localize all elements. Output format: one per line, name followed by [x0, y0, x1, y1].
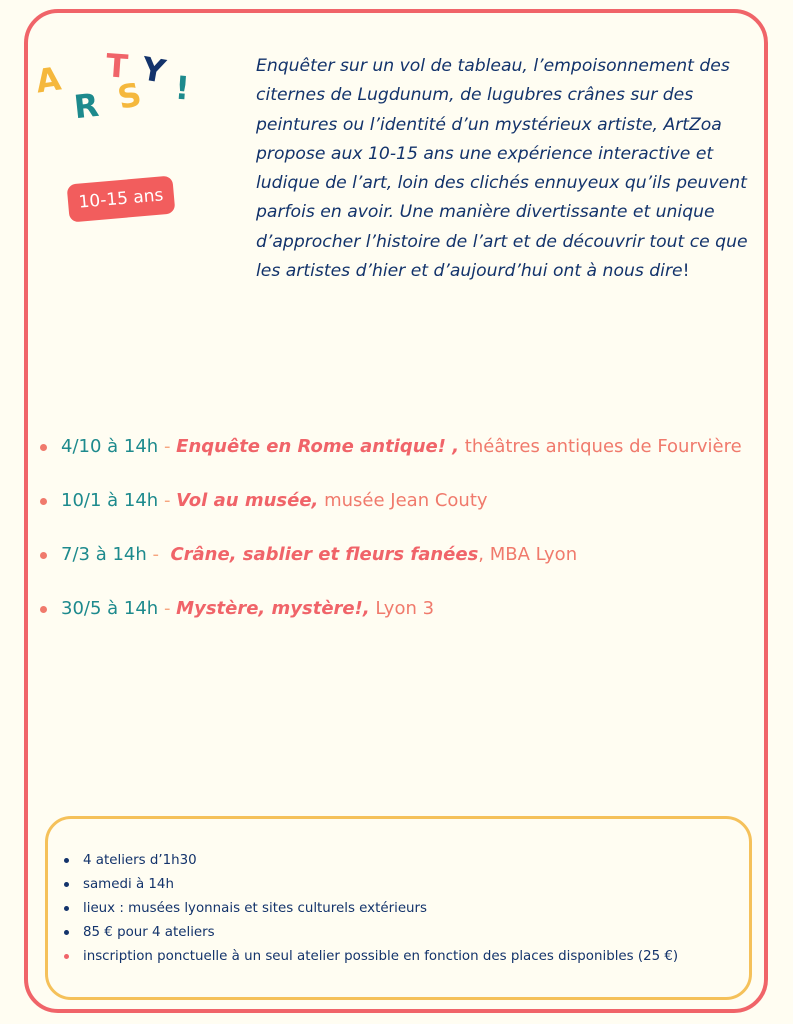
- session-place: , MBA Lyon: [478, 544, 578, 565]
- session-date: 7/3 à 14h: [61, 544, 147, 565]
- session-separator: -: [158, 598, 177, 619]
- session-separator: -: [146, 544, 171, 565]
- logo-letter-t: T: [104, 46, 130, 86]
- info-text: 4 ateliers d’1h30: [83, 853, 197, 868]
- info-item: [62, 850, 678, 874]
- session-place: musée Jean Couty: [318, 490, 488, 511]
- session-date: 4/10 à 14h: [61, 436, 159, 457]
- logo-exclamation: !: [173, 68, 191, 108]
- intro-paragraph: [256, 52, 766, 286]
- logo-letter-s: S: [114, 75, 145, 117]
- bullet-dot: [64, 954, 69, 959]
- session-separator: -: [158, 436, 177, 457]
- session-date: 10/1 à 14h: [61, 490, 159, 511]
- bullet-dot: [64, 906, 69, 911]
- logo-letter-a: A: [33, 59, 64, 101]
- session-list: [36, 432, 766, 648]
- session-title: Mystère, mystère!,: [176, 598, 370, 619]
- session-title: Enquête en Rome antique! ,: [176, 436, 460, 457]
- bullet-dot: [64, 858, 69, 863]
- artsy-logo: [30, 48, 200, 128]
- session-item: [36, 486, 766, 540]
- logo-letter-r: R: [72, 85, 101, 127]
- session-place: Lyon 3: [369, 598, 435, 619]
- info-text: samedi à 14h: [83, 877, 174, 892]
- info-item: [62, 922, 678, 946]
- age-badge: 10-15 ans: [67, 175, 176, 222]
- intro-end-mark: !: [682, 261, 690, 282]
- session-separator: -: [158, 490, 177, 511]
- session-place: théâtres antiques de Fourvière: [459, 436, 742, 457]
- bullet-dot: [64, 930, 69, 935]
- session-title: Crâne, sablier et fleurs fanées: [170, 544, 479, 565]
- session-title: Vol au musée,: [176, 490, 319, 511]
- session-item: [36, 540, 766, 594]
- session-date: 30/5 à 14h: [61, 598, 159, 619]
- bullet-dot: [40, 552, 47, 559]
- info-list: [62, 850, 678, 970]
- info-item: [62, 898, 678, 922]
- bullet-dot: [40, 606, 47, 613]
- info-text: lieux : musées lyonnais et sites culturels extérieurs: [83, 901, 428, 916]
- bullet-dot: [64, 882, 69, 887]
- info-text: 85 € pour 4 ateliers: [83, 925, 215, 940]
- session-item: [36, 432, 766, 486]
- intro-text: Enquêter sur un vol de tableau, l’empoisonnement des citernes de Lugdunum, de lugubres crânes sur des peintures ou l’identité d’un mystérieux artiste, ArtZoa propose aux 10-15 ans une expérience interactive et ludique de l’art, loin des clichés ennuyeux qu’ils peuvent parfois en avoir. Une manière divertissante et unique d’approcher l’histoire de l’art et de découvrir tout ce que les artistes d’hier et d’aujourd’hui ont à nous dire: [256, 56, 748, 282]
- bullet-dot: [40, 444, 47, 451]
- info-item: [62, 946, 678, 970]
- bullet-dot: [40, 498, 47, 505]
- session-item: [36, 594, 766, 648]
- info-item: [62, 874, 678, 898]
- info-text: inscription ponctuelle à un seul atelier possible en fonction des places disponibles (25 €): [83, 949, 679, 964]
- logo-letter-y: Y: [138, 49, 169, 91]
